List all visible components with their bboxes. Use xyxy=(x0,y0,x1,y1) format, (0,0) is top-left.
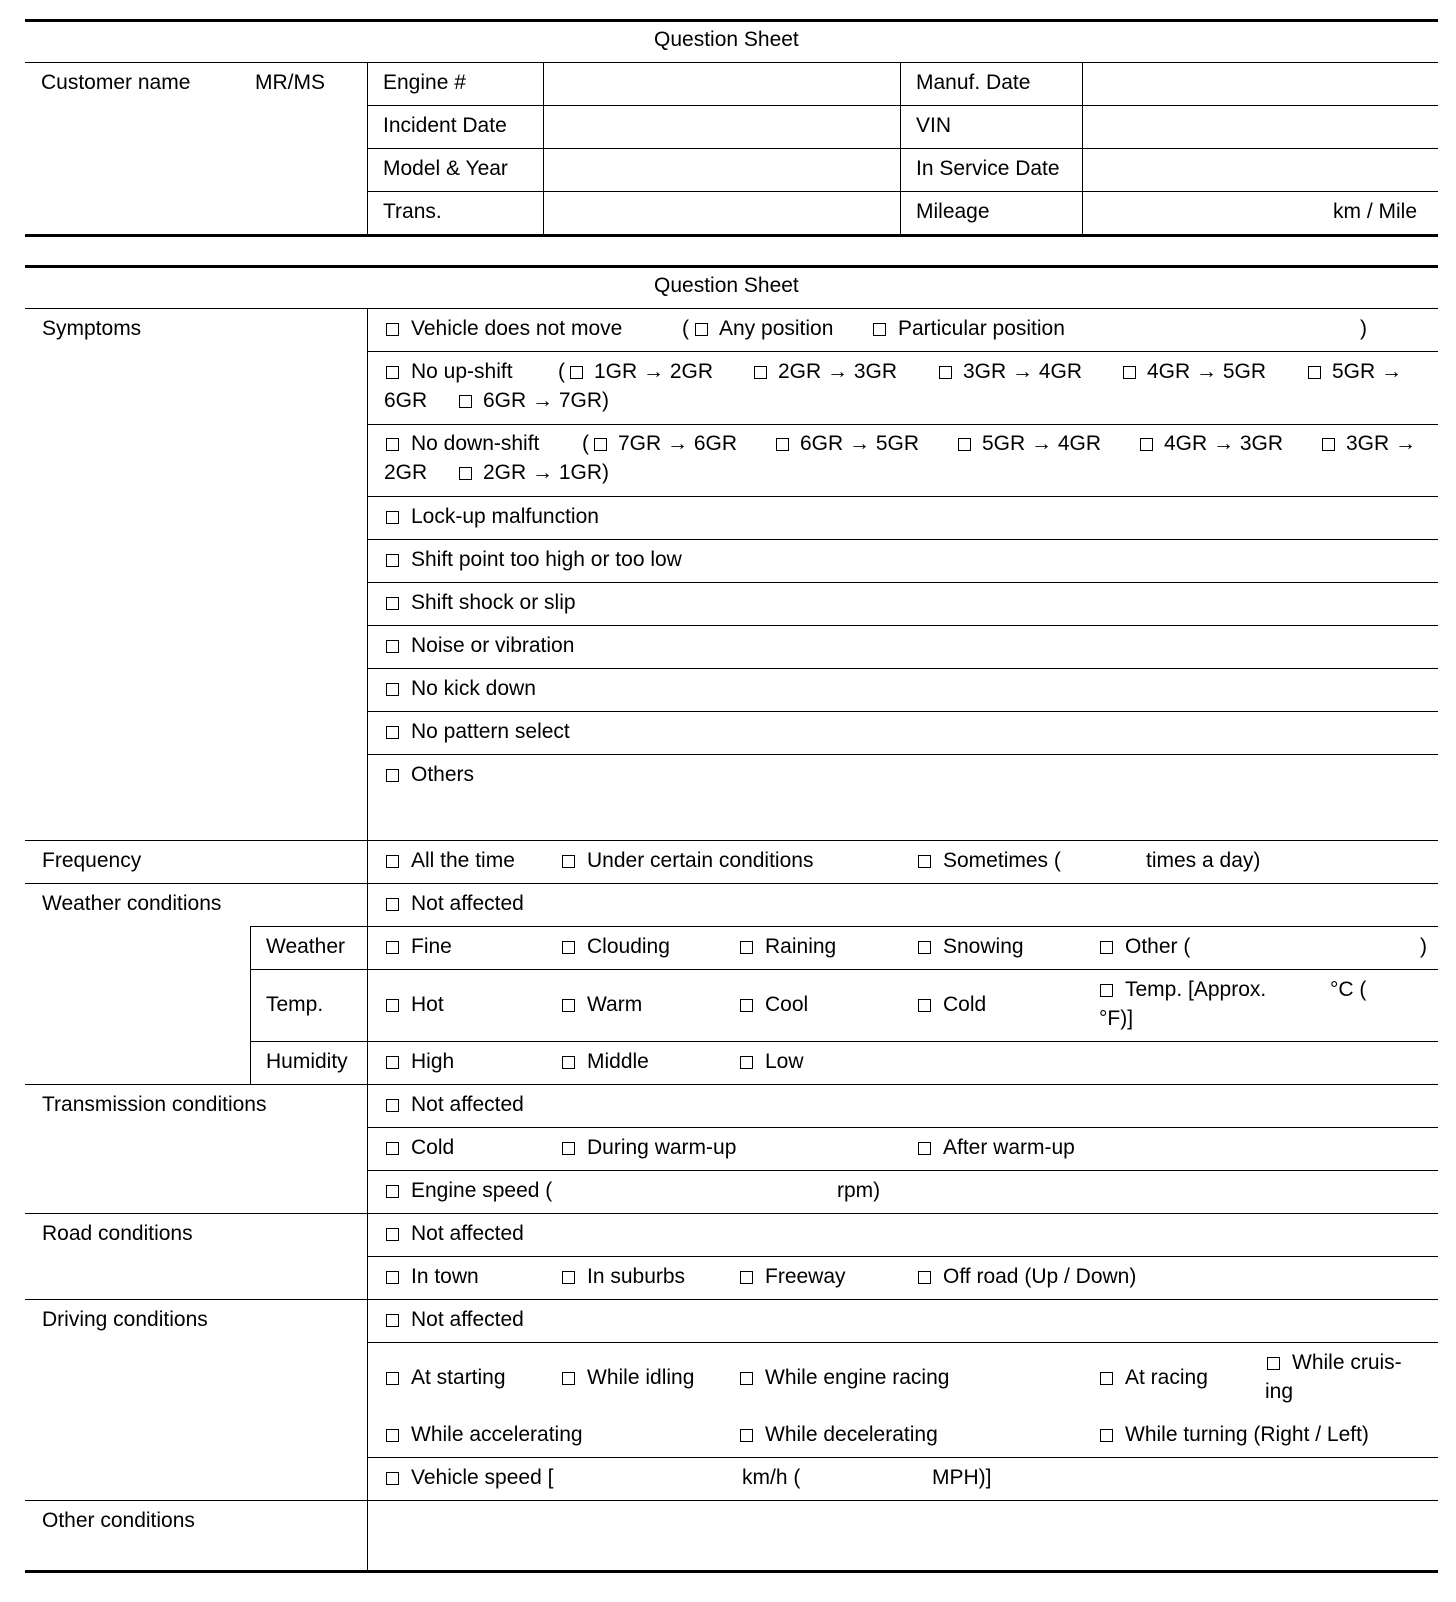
paren: ) xyxy=(1420,935,1427,958)
checkbox-off-road[interactable] xyxy=(918,1271,931,1284)
checkbox-while-accelerating[interactable] xyxy=(386,1429,399,1442)
option-label: 5GR → xyxy=(1332,360,1403,383)
mileage-label: Mileage xyxy=(916,200,990,223)
option-label: Not affected xyxy=(411,1093,524,1116)
symptoms-label: Symptoms xyxy=(42,317,142,340)
checkbox-hot[interactable] xyxy=(386,999,399,1012)
rule xyxy=(25,1213,1438,1214)
checkbox-during-warm-up[interactable] xyxy=(562,1142,575,1155)
checkbox-down-5gr-4gr[interactable] xyxy=(958,438,971,451)
checkbox-any-position[interactable] xyxy=(695,323,708,336)
rule xyxy=(25,840,1438,841)
rule xyxy=(367,754,1438,755)
rule xyxy=(25,883,1438,884)
option-label: Fine xyxy=(411,935,452,958)
rule xyxy=(25,1570,1438,1573)
option-label: 4GR → 5GR xyxy=(1147,360,1267,383)
checkbox-humidity-low[interactable] xyxy=(740,1056,753,1069)
checkbox-snowing[interactable] xyxy=(918,941,931,954)
checkbox-lock-up-malfunction[interactable] xyxy=(386,511,399,524)
option-label: km/h ( xyxy=(742,1466,801,1489)
option-label: Warm xyxy=(587,993,643,1016)
rule xyxy=(367,668,1438,669)
option-label: Noise or vibration xyxy=(411,634,575,657)
checkbox-in-town[interactable] xyxy=(386,1271,399,1284)
checkbox-up-1gr-2gr[interactable] xyxy=(570,366,583,379)
option-label: 5GR → 4GR xyxy=(982,432,1102,455)
option-label: No up-shift xyxy=(411,360,513,383)
option-label: Off road (Up / Down) xyxy=(943,1265,1137,1288)
option-label: ing xyxy=(1265,1380,1294,1403)
option-label: times a day) xyxy=(1146,849,1261,872)
manuf-date-label: Manuf. Date xyxy=(916,71,1031,94)
option-label: °F)] xyxy=(1099,1007,1134,1030)
option-label: Temp. [Approx. xyxy=(1125,978,1267,1001)
road-conditions-label: Road conditions xyxy=(42,1222,193,1245)
option-label: Clouding xyxy=(587,935,670,958)
checkbox-down-6gr-5gr[interactable] xyxy=(776,438,789,451)
checkbox-temp-approx[interactable] xyxy=(1100,984,1113,997)
option-label: After warm-up xyxy=(943,1136,1075,1159)
option-label: 7GR → 6GR xyxy=(618,432,738,455)
option-label: Snowing xyxy=(943,935,1024,958)
option-label: Any position xyxy=(719,317,834,340)
option-label: 1GR → 2GR xyxy=(594,360,714,383)
checkbox-no-pattern-select[interactable] xyxy=(386,726,399,739)
checkbox-sometimes[interactable] xyxy=(918,855,931,868)
checkbox-humidity-high[interactable] xyxy=(386,1056,399,1069)
weather-label: Weather xyxy=(266,935,345,958)
rule xyxy=(367,191,1438,192)
option-label: 2GR → 3GR xyxy=(778,360,898,383)
option-label: While turning (Right / Left) xyxy=(1125,1423,1369,1446)
option-label: No kick down xyxy=(411,677,536,700)
option-label: 6GR xyxy=(384,389,428,412)
checkbox-at-starting[interactable] xyxy=(386,1372,399,1385)
option-label: Cool xyxy=(765,993,809,1016)
rule xyxy=(25,62,1438,63)
rule xyxy=(25,265,1438,268)
paren: ( xyxy=(558,360,565,383)
option-label: rpm) xyxy=(837,1179,881,1202)
option-label: No down-shift xyxy=(411,432,540,455)
option-label: In town xyxy=(411,1265,479,1288)
option-label: All the time xyxy=(411,849,515,872)
paren: ( xyxy=(582,432,589,455)
checkbox-after-warm-up[interactable] xyxy=(918,1142,931,1155)
weather-conditions-label: Weather conditions xyxy=(42,892,222,915)
option-label: Hot xyxy=(411,993,444,1016)
rule xyxy=(367,105,1438,106)
mr-ms-label: MR/MS xyxy=(255,71,325,94)
checkbox-no-kick-down[interactable] xyxy=(386,683,399,696)
option-label: Others xyxy=(411,763,475,786)
rule xyxy=(250,926,1438,927)
rule xyxy=(367,1256,1438,1257)
rule xyxy=(367,424,1438,425)
header-title: Question Sheet xyxy=(654,28,799,51)
checkbox-engine-speed[interactable] xyxy=(386,1185,399,1198)
checkbox-freeway[interactable] xyxy=(740,1271,753,1284)
rule xyxy=(367,496,1438,497)
customer-name-label: Customer name xyxy=(41,71,191,94)
checkbox-up-3gr-4gr[interactable] xyxy=(939,366,952,379)
checkbox-while-engine-racing[interactable] xyxy=(740,1372,753,1385)
option-label: High xyxy=(411,1050,455,1073)
option-label: Cold xyxy=(411,1136,455,1159)
option-label: While cruis- xyxy=(1292,1351,1402,1374)
option-label: Shift shock or slip xyxy=(411,591,576,614)
option-label: Lock-up malfunction xyxy=(411,505,599,528)
divider xyxy=(1082,62,1083,236)
divider xyxy=(900,62,901,236)
checkbox-raining[interactable] xyxy=(740,941,753,954)
rule xyxy=(25,19,1438,22)
checkbox-shift-shock[interactable] xyxy=(386,597,399,610)
option-label: Freeway xyxy=(765,1265,846,1288)
rule xyxy=(367,625,1438,626)
rule xyxy=(367,148,1438,149)
checkbox-fine[interactable] xyxy=(386,941,399,954)
mileage-unit: km / Mile xyxy=(1333,200,1417,223)
checkbox-while-decelerating[interactable] xyxy=(740,1429,753,1442)
option-label: MPH)] xyxy=(932,1466,992,1489)
checkbox-vehicle-does-not-move[interactable] xyxy=(386,323,399,336)
paren: ( xyxy=(682,317,689,340)
checkbox-noise-vibration[interactable] xyxy=(386,640,399,653)
checkbox-transmission-cold[interactable] xyxy=(386,1142,399,1155)
rule xyxy=(25,1500,1438,1501)
paren: ) xyxy=(1360,317,1367,340)
divider xyxy=(543,62,544,236)
checkbox-road-not-affected[interactable] xyxy=(386,1228,399,1241)
other-conditions-label: Other conditions xyxy=(42,1509,195,1532)
rule xyxy=(367,351,1438,352)
rule xyxy=(367,582,1438,583)
option-label: 2GR → 1GR) xyxy=(483,461,610,484)
checkbox-cool[interactable] xyxy=(740,999,753,1012)
driving-conditions-label: Driving conditions xyxy=(42,1308,208,1331)
rule xyxy=(367,1170,1438,1171)
option-label: While decelerating xyxy=(765,1423,938,1446)
divider xyxy=(367,308,368,1572)
rule xyxy=(367,1127,1438,1128)
option-label: Not affected xyxy=(411,1308,524,1331)
rule xyxy=(367,539,1438,540)
checkbox-in-suburbs[interactable] xyxy=(562,1271,575,1284)
rule xyxy=(250,1041,1438,1042)
option-label: Sometimes ( xyxy=(943,849,1061,872)
option-label: 6GR → 5GR xyxy=(800,432,920,455)
option-label: In suburbs xyxy=(587,1265,686,1288)
checkbox-no-up-shift[interactable] xyxy=(386,366,399,379)
checkbox-down-7gr-6gr[interactable] xyxy=(594,438,607,451)
checkbox-weather-other[interactable] xyxy=(1100,941,1113,954)
option-label: Middle xyxy=(587,1050,649,1073)
checkbox-while-cruising[interactable] xyxy=(1267,1357,1280,1370)
checkbox-down-4gr-3gr[interactable] xyxy=(1140,438,1153,451)
option-label: Vehicle does not move xyxy=(411,317,623,340)
checkbox-clouding[interactable] xyxy=(562,941,575,954)
rule xyxy=(25,308,1438,309)
option-label: No pattern select xyxy=(411,720,570,743)
option-label: 4GR → 3GR xyxy=(1164,432,1284,455)
checkbox-up-4gr-5gr[interactable] xyxy=(1123,366,1136,379)
rule xyxy=(367,711,1438,712)
checkbox-under-certain-conditions[interactable] xyxy=(562,855,575,868)
rule xyxy=(250,969,1438,970)
option-label: Cold xyxy=(943,993,987,1016)
option-label: Raining xyxy=(765,935,837,958)
in-service-date-label: In Service Date xyxy=(916,157,1060,180)
rule xyxy=(25,1299,1438,1300)
option-label: At racing xyxy=(1125,1366,1208,1389)
checkbox-particular-position[interactable] xyxy=(873,323,886,336)
option-label: 6GR → 7GR) xyxy=(483,389,610,412)
option-label: At starting xyxy=(411,1366,506,1389)
checkbox-cold[interactable] xyxy=(918,999,931,1012)
option-label: Other ( xyxy=(1125,935,1191,958)
rule xyxy=(25,1084,1438,1085)
checkbox-transmission-not-affected[interactable] xyxy=(386,1099,399,1112)
option-label: While idling xyxy=(587,1366,695,1389)
humidity-label: Humidity xyxy=(266,1050,348,1073)
option-label: Shift point too high or too low xyxy=(411,548,682,571)
option-label: Under certain conditions xyxy=(587,849,814,872)
option-label: During warm-up xyxy=(587,1136,737,1159)
checkbox-while-idling[interactable] xyxy=(562,1372,575,1385)
trans-label: Trans. xyxy=(383,200,442,223)
vin-label: VIN xyxy=(916,114,952,137)
sheet-title: Question Sheet xyxy=(654,274,799,297)
divider xyxy=(367,62,368,236)
option-label: Particular position xyxy=(898,317,1065,340)
checkbox-vehicle-speed[interactable] xyxy=(386,1472,399,1485)
option-label: While engine racing xyxy=(765,1366,950,1389)
option-label: °C ( xyxy=(1330,978,1367,1001)
checkbox-weather-not-affected[interactable] xyxy=(386,898,399,911)
temp-label: Temp. xyxy=(266,993,324,1016)
option-label: Engine speed ( xyxy=(411,1179,553,1202)
checkbox-shift-point[interactable] xyxy=(386,554,399,567)
rule xyxy=(367,1342,1438,1343)
transmission-conditions-label: Transmission conditions xyxy=(42,1093,267,1116)
rule xyxy=(25,234,1438,237)
checkbox-up-5gr-6gr[interactable] xyxy=(1308,366,1321,379)
checkbox-humidity-middle[interactable] xyxy=(562,1056,575,1069)
model-year-label: Model & Year xyxy=(383,157,508,180)
checkbox-at-racing[interactable] xyxy=(1100,1372,1113,1385)
option-label: 2GR xyxy=(384,461,428,484)
checkbox-all-the-time[interactable] xyxy=(386,855,399,868)
option-label: Not affected xyxy=(411,892,524,915)
checkbox-down-2gr-1gr[interactable] xyxy=(459,467,472,480)
option-label: 3GR → xyxy=(1346,432,1417,455)
frequency-label: Frequency xyxy=(42,849,142,872)
checkbox-down-3gr-2gr[interactable] xyxy=(1322,438,1335,451)
rule xyxy=(367,1457,1438,1458)
checkbox-up-6gr-7gr[interactable] xyxy=(459,395,472,408)
option-label: 3GR → 4GR xyxy=(963,360,1083,383)
checkbox-driving-not-affected[interactable] xyxy=(386,1314,399,1327)
divider xyxy=(250,926,251,1084)
checkbox-no-down-shift[interactable] xyxy=(386,438,399,451)
option-label: While accelerating xyxy=(411,1423,583,1446)
checkbox-while-turning[interactable] xyxy=(1100,1429,1113,1442)
engine-number-label: Engine # xyxy=(383,71,466,94)
checkbox-others[interactable] xyxy=(386,769,399,782)
option-label: Low xyxy=(765,1050,804,1073)
incident-date-label: Incident Date xyxy=(383,114,507,137)
checkbox-up-2gr-3gr[interactable] xyxy=(754,366,767,379)
option-label: Not affected xyxy=(411,1222,524,1245)
checkbox-warm[interactable] xyxy=(562,999,575,1012)
option-label: Vehicle speed [ xyxy=(411,1466,554,1489)
